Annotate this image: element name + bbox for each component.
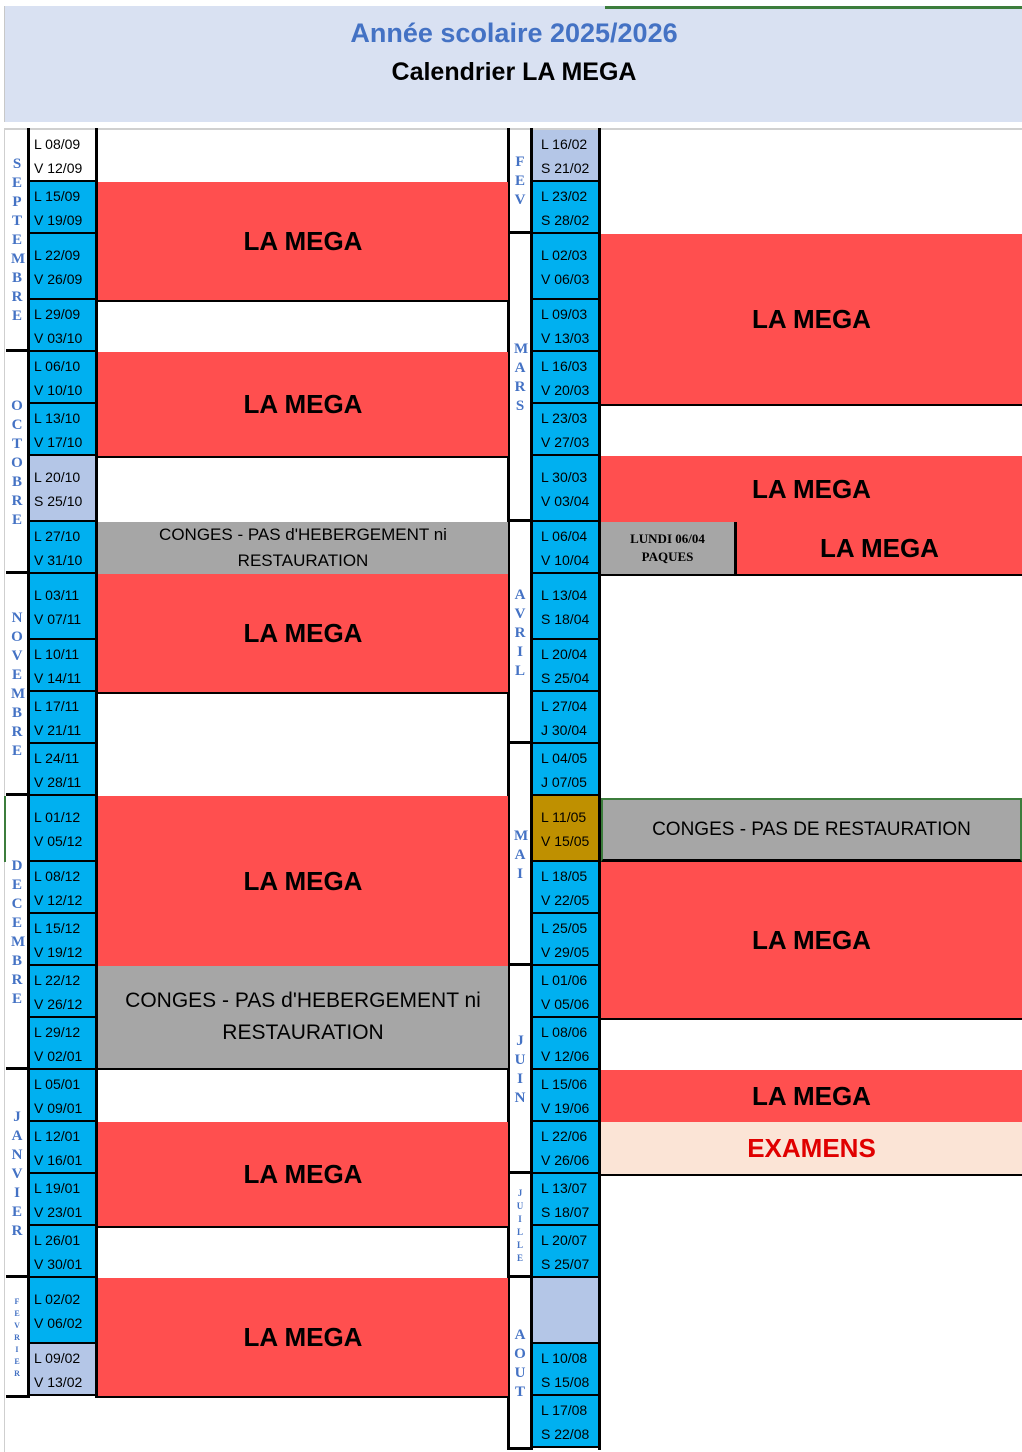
week-end: S 21/02 bbox=[541, 160, 590, 176]
week-start: L 09/02 bbox=[34, 1350, 81, 1366]
week-start: L 10/08 bbox=[541, 1350, 588, 1366]
la-mega-block-label: LA MEGA bbox=[243, 388, 363, 419]
week-start: L 11/05 bbox=[541, 809, 587, 825]
week-cell bbox=[533, 1070, 598, 1122]
month-label bbox=[6, 128, 28, 352]
month-name: JUILLE bbox=[516, 1188, 524, 1263]
la-mega-block-label: LA MEGA bbox=[752, 473, 871, 504]
week-cell bbox=[30, 1122, 95, 1174]
week-cell bbox=[533, 130, 598, 182]
la-mega-block-label: LA MEGA bbox=[243, 865, 363, 896]
week-cell bbox=[533, 182, 598, 234]
week-cell bbox=[533, 574, 598, 640]
week-end: V 12/09 bbox=[34, 160, 83, 176]
week-end: V 26/09 bbox=[34, 271, 83, 287]
month-label bbox=[6, 574, 28, 796]
week-end: S 18/04 bbox=[541, 611, 590, 627]
week-cell bbox=[533, 862, 598, 914]
week-cell bbox=[30, 744, 95, 796]
week-end: S 25/04 bbox=[541, 670, 590, 686]
week-cell bbox=[533, 234, 598, 300]
week-cell bbox=[533, 1226, 598, 1278]
week-cell bbox=[30, 574, 95, 640]
la-mega-block bbox=[601, 862, 1022, 1020]
week-start: L 15/09 bbox=[34, 188, 81, 204]
week-start: L 01/06 bbox=[541, 972, 588, 988]
month-name: NOVEMBRE bbox=[11, 610, 26, 759]
week-start: L 03/11 bbox=[34, 587, 80, 603]
week-start bbox=[541, 1287, 598, 1311]
week-cell bbox=[533, 1278, 598, 1344]
week-end: V 03/04 bbox=[541, 493, 590, 509]
week-end: V 06/02 bbox=[34, 1315, 83, 1331]
la-mega-block-label: LA MEGA bbox=[820, 532, 939, 563]
week-start: L 01/12 bbox=[34, 809, 81, 825]
week-cell bbox=[30, 1278, 95, 1344]
month-name: FEVRIER bbox=[14, 1297, 20, 1378]
calendar-header bbox=[4, 6, 1022, 122]
week-cell bbox=[533, 744, 598, 796]
week-start: L 30/03 bbox=[541, 469, 588, 485]
week-end: V 05/06 bbox=[541, 996, 590, 1012]
week-end: V 27/03 bbox=[541, 434, 590, 450]
la-mega-block bbox=[98, 1122, 508, 1228]
week-start: L 08/06 bbox=[541, 1024, 588, 1040]
la-mega-block bbox=[98, 352, 508, 458]
month-name: MARS bbox=[514, 341, 529, 414]
week-start: L 25/05 bbox=[541, 920, 588, 936]
week-end: V 19/06 bbox=[541, 1100, 590, 1116]
week-end: V 13/03 bbox=[541, 330, 590, 346]
week-end bbox=[541, 1311, 598, 1335]
la-mega-block-label: LA MEGA bbox=[752, 303, 871, 334]
week-cell bbox=[533, 1018, 598, 1070]
month-name: OCTOBRE bbox=[11, 397, 23, 528]
week-end: S 25/07 bbox=[541, 1256, 590, 1272]
week-cell bbox=[30, 300, 95, 352]
week-end: V 31/10 bbox=[34, 552, 83, 568]
month-name: SEPTEMBRE bbox=[11, 155, 26, 324]
week-end: V 10/04 bbox=[541, 552, 590, 568]
week-start: L 17/08 bbox=[541, 1402, 588, 1418]
week-start: L 04/05 bbox=[541, 750, 588, 766]
week-cell bbox=[30, 914, 95, 966]
header-accent-line bbox=[605, 6, 1022, 9]
week-end: V 22/05 bbox=[541, 892, 590, 908]
week-end: V 14/11 bbox=[34, 670, 82, 686]
conges-block-label: CONGES - PAS d'HEBERGEMENT ni RESTAURATION bbox=[159, 525, 447, 570]
school-year-title: Année scolaire 2025/2026 bbox=[350, 18, 678, 48]
week-start: L 20/10 bbox=[34, 469, 81, 485]
week-end: V 12/06 bbox=[541, 1048, 590, 1064]
week-end: V 20/03 bbox=[541, 382, 590, 398]
week-start: L 26/01 bbox=[34, 1232, 81, 1248]
month-name: DECEMBRE bbox=[11, 858, 26, 1007]
week-cell bbox=[30, 640, 95, 692]
week-cell bbox=[30, 692, 95, 744]
week-end: V 05/12 bbox=[34, 833, 83, 849]
week-cell bbox=[30, 404, 95, 456]
month-name: MAI bbox=[514, 827, 529, 882]
week-cell bbox=[533, 1174, 598, 1226]
week-end: V 26/12 bbox=[34, 996, 83, 1012]
week-cell bbox=[30, 1344, 95, 1396]
week-start: L 08/12 bbox=[34, 868, 81, 884]
week-end: V 30/01 bbox=[34, 1256, 83, 1272]
month-name: FEV bbox=[514, 153, 526, 208]
week-end: V 23/01 bbox=[34, 1204, 83, 1220]
week-start: L 22/12 bbox=[34, 972, 81, 988]
week-start: L 15/12 bbox=[34, 920, 81, 936]
month-name: JUIN bbox=[514, 1033, 526, 1106]
week-cell bbox=[30, 1018, 95, 1070]
conges-block bbox=[98, 522, 508, 576]
week-end: V 13/02 bbox=[34, 1374, 83, 1390]
week-cell bbox=[30, 234, 95, 300]
conges-block-label: CONGES - PAS DE RESTAURATION bbox=[652, 818, 971, 840]
examens-block bbox=[601, 1122, 1022, 1176]
week-cell bbox=[30, 352, 95, 404]
right-month-edge bbox=[507, 128, 533, 1450]
week-start: L 27/10 bbox=[34, 528, 81, 544]
row-line bbox=[601, 404, 1022, 406]
week-end: S 18/07 bbox=[541, 1204, 590, 1220]
week-start: L 29/09 bbox=[34, 306, 81, 322]
conges-block bbox=[98, 966, 508, 1070]
week-end: V 28/11 bbox=[34, 774, 82, 790]
la-mega-block-label: LA MEGA bbox=[752, 1080, 871, 1111]
week-end: V 19/09 bbox=[34, 212, 83, 228]
month-label bbox=[6, 1070, 28, 1278]
week-end: V 21/11 bbox=[34, 722, 82, 738]
week-cell bbox=[533, 352, 598, 404]
week-cell bbox=[533, 640, 598, 692]
week-end: V 16/01 bbox=[34, 1152, 83, 1168]
month-name: JANVIER bbox=[11, 1108, 23, 1239]
week-cell bbox=[533, 914, 598, 966]
week-end: S 15/08 bbox=[541, 1374, 590, 1390]
week-start: L 20/07 bbox=[541, 1232, 588, 1248]
la-mega-block-label: LA MEGA bbox=[243, 617, 363, 648]
week-start: L 23/02 bbox=[541, 188, 588, 204]
week-end: S 25/10 bbox=[34, 493, 83, 509]
week-cell bbox=[30, 1174, 95, 1226]
la-mega-block bbox=[737, 522, 1022, 576]
week-cell bbox=[30, 182, 95, 234]
month-name: AVRIL bbox=[514, 586, 526, 679]
la-mega-block bbox=[98, 182, 508, 302]
week-end: J 07/05 bbox=[541, 774, 587, 790]
week-start: L 09/03 bbox=[541, 306, 588, 322]
week-start: L 15/06 bbox=[541, 1076, 588, 1092]
week-cell bbox=[533, 522, 598, 574]
week-cell bbox=[533, 796, 598, 862]
week-end: V 26/06 bbox=[541, 1152, 590, 1168]
week-cell bbox=[533, 456, 598, 522]
row-line bbox=[98, 300, 508, 302]
la-mega-block bbox=[601, 1070, 1022, 1124]
week-cell bbox=[533, 1396, 598, 1448]
week-start: L 06/04 bbox=[541, 528, 588, 544]
conges-block bbox=[601, 798, 1022, 862]
examens-block-label: EXAMENS bbox=[747, 1132, 876, 1163]
week-cell bbox=[30, 1226, 95, 1278]
week-start: L 19/01 bbox=[34, 1180, 81, 1196]
week-start: L 10/11 bbox=[34, 646, 80, 662]
paques-label: LUNDI 06/04 bbox=[630, 531, 705, 546]
week-start: L 13/10 bbox=[34, 410, 81, 426]
week-cell bbox=[30, 862, 95, 914]
week-start: L 29/12 bbox=[34, 1024, 81, 1040]
week-start: L 05/01 bbox=[34, 1076, 81, 1092]
week-cell bbox=[30, 130, 95, 182]
week-cell bbox=[533, 1122, 598, 1174]
week-cell bbox=[30, 522, 95, 574]
week-cell bbox=[533, 692, 598, 744]
week-start: L 20/04 bbox=[541, 646, 588, 662]
week-cell bbox=[533, 1344, 598, 1396]
week-start: L 22/06 bbox=[541, 1128, 588, 1144]
week-end: V 06/03 bbox=[541, 271, 590, 287]
week-cell bbox=[533, 966, 598, 1018]
la-mega-block bbox=[98, 1278, 508, 1398]
week-end: S 22/08 bbox=[541, 1426, 590, 1442]
week-end: V 17/10 bbox=[34, 434, 83, 450]
week-end: V 09/01 bbox=[34, 1100, 83, 1116]
la-mega-block bbox=[98, 796, 508, 968]
la-mega-block bbox=[601, 234, 1022, 406]
week-start: L 17/11 bbox=[34, 698, 80, 714]
month-label bbox=[6, 352, 28, 574]
month-label bbox=[6, 1278, 28, 1398]
la-mega-block-label: LA MEGA bbox=[243, 1321, 363, 1352]
week-cell bbox=[533, 404, 598, 456]
week-start: L 27/04 bbox=[541, 698, 588, 714]
month-label bbox=[6, 796, 28, 1070]
week-start: L 02/02 bbox=[34, 1291, 81, 1307]
la-mega-block bbox=[601, 456, 1022, 524]
week-end: V 29/05 bbox=[541, 944, 590, 960]
week-end: V 12/12 bbox=[34, 892, 83, 908]
week-start: L 13/04 bbox=[541, 587, 588, 603]
week-cell bbox=[533, 300, 598, 352]
week-start: L 12/01 bbox=[34, 1128, 81, 1144]
week-end: V 10/10 bbox=[34, 382, 83, 398]
la-mega-block-label: LA MEGA bbox=[243, 225, 363, 256]
selection-edge bbox=[4, 796, 6, 862]
la-mega-block-label: LA MEGA bbox=[243, 1158, 363, 1189]
week-start: L 22/09 bbox=[34, 247, 81, 263]
conges-block-label: CONGES - PAS d'HEBERGEMENT ni RESTAURATION bbox=[125, 989, 481, 1044]
week-end: V 02/01 bbox=[34, 1048, 83, 1064]
week-start: L 18/05 bbox=[541, 868, 588, 884]
week-end: V 03/10 bbox=[34, 330, 83, 346]
week-start: L 23/03 bbox=[541, 410, 588, 426]
paques-label: PAQUES bbox=[641, 549, 694, 564]
paques-block bbox=[601, 522, 737, 576]
la-mega-block bbox=[98, 574, 508, 694]
week-end: V 19/12 bbox=[34, 944, 83, 960]
week-end: V 07/11 bbox=[34, 611, 82, 627]
week-end: V 15/05 bbox=[541, 833, 590, 849]
week-cell bbox=[30, 456, 95, 522]
week-start: L 06/10 bbox=[34, 358, 81, 374]
week-cell bbox=[30, 796, 95, 862]
calendar-title: Calendrier LA MEGA bbox=[391, 58, 637, 86]
week-end: S 28/02 bbox=[541, 212, 590, 228]
week-cell bbox=[30, 1070, 95, 1122]
week-end: J 30/04 bbox=[541, 722, 587, 738]
week-start: L 08/09 bbox=[34, 136, 81, 152]
week-start: L 24/11 bbox=[34, 750, 80, 766]
week-start: L 16/02 bbox=[541, 136, 588, 152]
month-name: AOUT bbox=[514, 1327, 526, 1400]
week-cell bbox=[30, 966, 95, 1018]
week-start: L 16/03 bbox=[541, 358, 588, 374]
week-start: L 02/03 bbox=[541, 247, 588, 263]
la-mega-block-label: LA MEGA bbox=[752, 924, 871, 955]
week-start: L 13/07 bbox=[541, 1180, 588, 1196]
